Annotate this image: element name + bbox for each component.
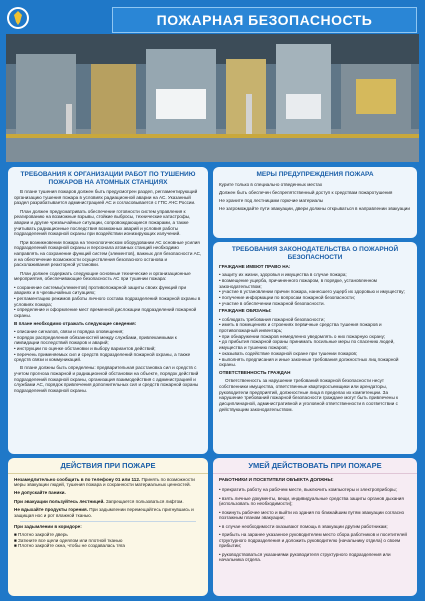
smoke-instruction-rest: При задымлении перемещайтесь пригнувшись и защищая нос и рот влажной тканью. (14, 506, 194, 518)
header-photo (6, 34, 419, 162)
requirements-heading: ТРЕБОВАНИЯ К ОРГАНИЗАЦИИ РАБОТ ПО ТУШЕНИЮ ПОЖАРОВ НА АТОМНЫХ СТАНЦИЯХ (20, 171, 196, 186)
list-item: • до прибытия пожарной охраны принимать посильные меры по спасению людей, имущества и тушению пожаров; (219, 339, 395, 351)
list-item: • покинуть рабочее место и выйти из здания по ближайшим путям эвакуации согласно поэтажным планам эвакуации; (219, 509, 405, 521)
emblem-icon (6, 6, 30, 30)
list-item: • порядок распределения обязанностей между службами, привлекаемыми к ликвидации последствий пожаров и аварий; (14, 334, 177, 346)
plan-list (14, 329, 202, 363)
list-item: • оказывать содействие пожарной охране при тушении пожаров; (219, 350, 358, 356)
call-instruction-rest: Принять по возможности меры эвакуации людей, тушения пожара и сохранности материальных ценностей. (14, 476, 195, 488)
no-panic-text: Не допускайте паники. (14, 490, 66, 496)
liability-heading: ОТВЕТСТВЕННОСТЬ ГРАЖДАН (219, 369, 291, 375)
stairs-instruction-rest: Запрещается пользоваться лифтом. (104, 498, 184, 504)
requirements-para-4: План должен содержать следующие основные технические и организационные мероприятия, обеспечивающие безопасность АС при тушении пожара: (14, 270, 191, 282)
list-item: Должен быть обеспечен беспрепятственный доступ к средствам пожаротушения (219, 189, 393, 195)
page-title: ПОЖАРНАЯ БЕЗОПАСНОСТЬ (112, 7, 417, 33)
list-item: • инструкции по оценке обстановки и выбору вариантов действий; (14, 346, 156, 352)
list-item: Не храните под лестницами горючие материалы (219, 197, 324, 203)
precautions-panel (213, 167, 417, 238)
rights-list (219, 272, 411, 306)
list-item: • получение информации по вопросам пожарной безопасности; (219, 295, 355, 301)
divider (20, 521, 196, 522)
list-item: ■ Заткните все щели одеялом или плотной тканью (14, 537, 123, 543)
list-item: • сохранение системы(элементов) противопожарной защиты своих функций при авариях и в чрезвычайных ситуациях; (14, 284, 187, 296)
list-item: ■ Плотно закройте дверь (14, 531, 68, 537)
list-item: • защиту их жизни, здоровья и имущества в случае пожара; (219, 272, 347, 278)
list-item: • взять личные документы, вещи, индивидуальные средства защиты органов дыхания (использовать по необходимости); (219, 495, 404, 507)
requirements-para-5: В плане должны быть определены: предварительная расстановка сил и средств с учетом прогноза пожарной и радиационной обстановки на объекте, порядок действий подразделений пожарной охраны, организация взаимодействия с администрацией и службами АС, порядок привлечения дополнительных сил и средств пожарной охраны подразделений пожарной охраны. (14, 365, 199, 393)
use-skills-list (219, 487, 411, 563)
list-item: • описание сигналов, связи и порядка оповещения; (14, 328, 124, 334)
list-item: • определение и оформление мест временной дислокации подразделений пожарной охраны. (14, 307, 197, 319)
stairs-instruction: При эвакуации пользуйтесь лестницей. (14, 498, 105, 504)
list-item: Курите только в специально отведенных местах (219, 181, 323, 187)
list-item: • регламентацию режимов работы личного состава подразделений пожарной охраны в условиях пожара; (14, 295, 201, 307)
list-item: • прибыть на заранее указанное руководителем место сбора работников и посетителей структурного подразделения и доложить руководителю (начальнику отдела) о своем прибытии; (219, 531, 407, 549)
list-item: • возмещение ущерба, причиненного пожаром, в порядке, установленном законодательством; (219, 277, 377, 289)
list-item: ■ Плотно закройте окна, чтобы не создавалась тяга (14, 543, 125, 549)
call-instruction: Незамедлительно сообщить в по телефону 01 или 112. (14, 476, 141, 482)
fire-actions-panel (8, 458, 208, 596)
use-skills-subheading: РАБОТНИКИ И ПОСЕТИТЕЛИ ОБЪЕКТА ДОЛЖНЫ: (219, 476, 334, 482)
liability-text: Ответственность за нарушение требований пожарной безопасности несут собственники имущества, ответственные квартиросъемщики или арендаторы, руководители предприятий, должностные лица в пределах их компетенции. За нарушение требований пожарной безопасности граждане могут быть привлечены к дисциплинарной, административной и уголовной ответственности в соответствии с действующим законодательством. (219, 378, 399, 412)
list-item: • участие в обеспечении пожарной безопасности. (219, 300, 325, 306)
list-item: • прекратить работу на рабочем месте, выключить компьютеры и электроприборы; (219, 487, 397, 493)
use-skills-heading: УМЕЙ ДЕЙСТВОВАТЬ ПРИ ПОЖАРЕ (213, 458, 417, 474)
law-heading: ТРЕБОВАНИЯ ЗАКОНОДАТЕЛЬСТВА О ПОЖАРНОЙ БЕЗОПАСНОСТИ (231, 246, 399, 261)
duties-heading: ГРАЖДАНЕ ОБЯЗАНЫ: (219, 308, 272, 314)
requirements-para-2: План должен предусматривать обеспечение готовности систем управления к реагированию на возможные взрывы, стойкие выбросы, технические катастрофы, аварии и другие чрезвычайные ситуации, сопровождающиеся пожарами, а также учитывать радиационные последствия возможных аварий и условия работы подразделений пожарной охраны при воздействии ионизирующих излучений. (14, 208, 191, 237)
requirements-para-3: При возникновении пожара на технологическом оборудовании АС основные усилия подразделений пожарной охраны и персонала атомных станций необходимо направлять на сохранение функций систем (элементов), важных для безопасности АС, и на обеспечение возможности осуществления безопасного останова и расхолаживания реакторной установки. (14, 239, 202, 268)
smoke-instruction: Не вдыхайте продукты горения. (14, 506, 89, 512)
duties-list (219, 317, 411, 368)
list-item: • при обнаружении пожаров немедленно уведомлять о них пожарную охрану; (219, 333, 386, 339)
list-item: • руководствоваться указаниями руководителя структурного подразделения или начальника отдела. (219, 551, 391, 563)
rights-heading: ГРАЖДАНЕ ИМЕЮТ ПРАВО НА: (219, 264, 291, 269)
list-item: • соблюдать требования пожарной безопасности; (219, 316, 325, 322)
list-item: • выполнять предписания и иные законные требования должностных лиц пожарной охраны. (219, 356, 399, 368)
smoke-list (14, 532, 202, 549)
requirements-panel (8, 167, 208, 454)
list-item: • перечень применяемых сил и средств подразделений пожарной охраны, а также средств связи и коммуникаций. (14, 351, 191, 363)
requirements-para-1: В плане тушения пожаров должен быть предусмотрен раздел, регламентирующий организацию тушения пожара в условиях радиационной аварии на АС. Указанный раздел разрабатывается администрацией АС и согласовывается с ГПС АЧС России. (14, 189, 198, 206)
list-item: • участие в установлении причин пожара, нанесшего ущерб их здоровью и имуществу; (219, 289, 405, 295)
use-skills-panel (213, 458, 417, 596)
smoke-heading: При задымлении в коридоре: (14, 523, 82, 529)
fire-actions-heading: ДЕЙСТВИЯ ПРИ ПОЖАРЕ (8, 458, 208, 474)
list-item: Не загромождайте пути эвакуации, двери должны открываться в направлении эвакуации (219, 206, 410, 212)
list-item: • в случае необходимости оказывают помощь в эвакуации другим работникам; (219, 523, 388, 529)
list-item: • иметь в помещениях и строениях первичные средства тушения пожаров и противопожарный инвентарь; (219, 322, 382, 334)
plan-heading: В плане необходимо отражать следующие сведения: (14, 320, 137, 326)
measures-list (14, 285, 202, 319)
law-panel (213, 242, 417, 454)
precautions-heading: МЕРЫ ПРЕДУПРЕЖДЕНИЯ ПОЖАРА (256, 171, 374, 178)
